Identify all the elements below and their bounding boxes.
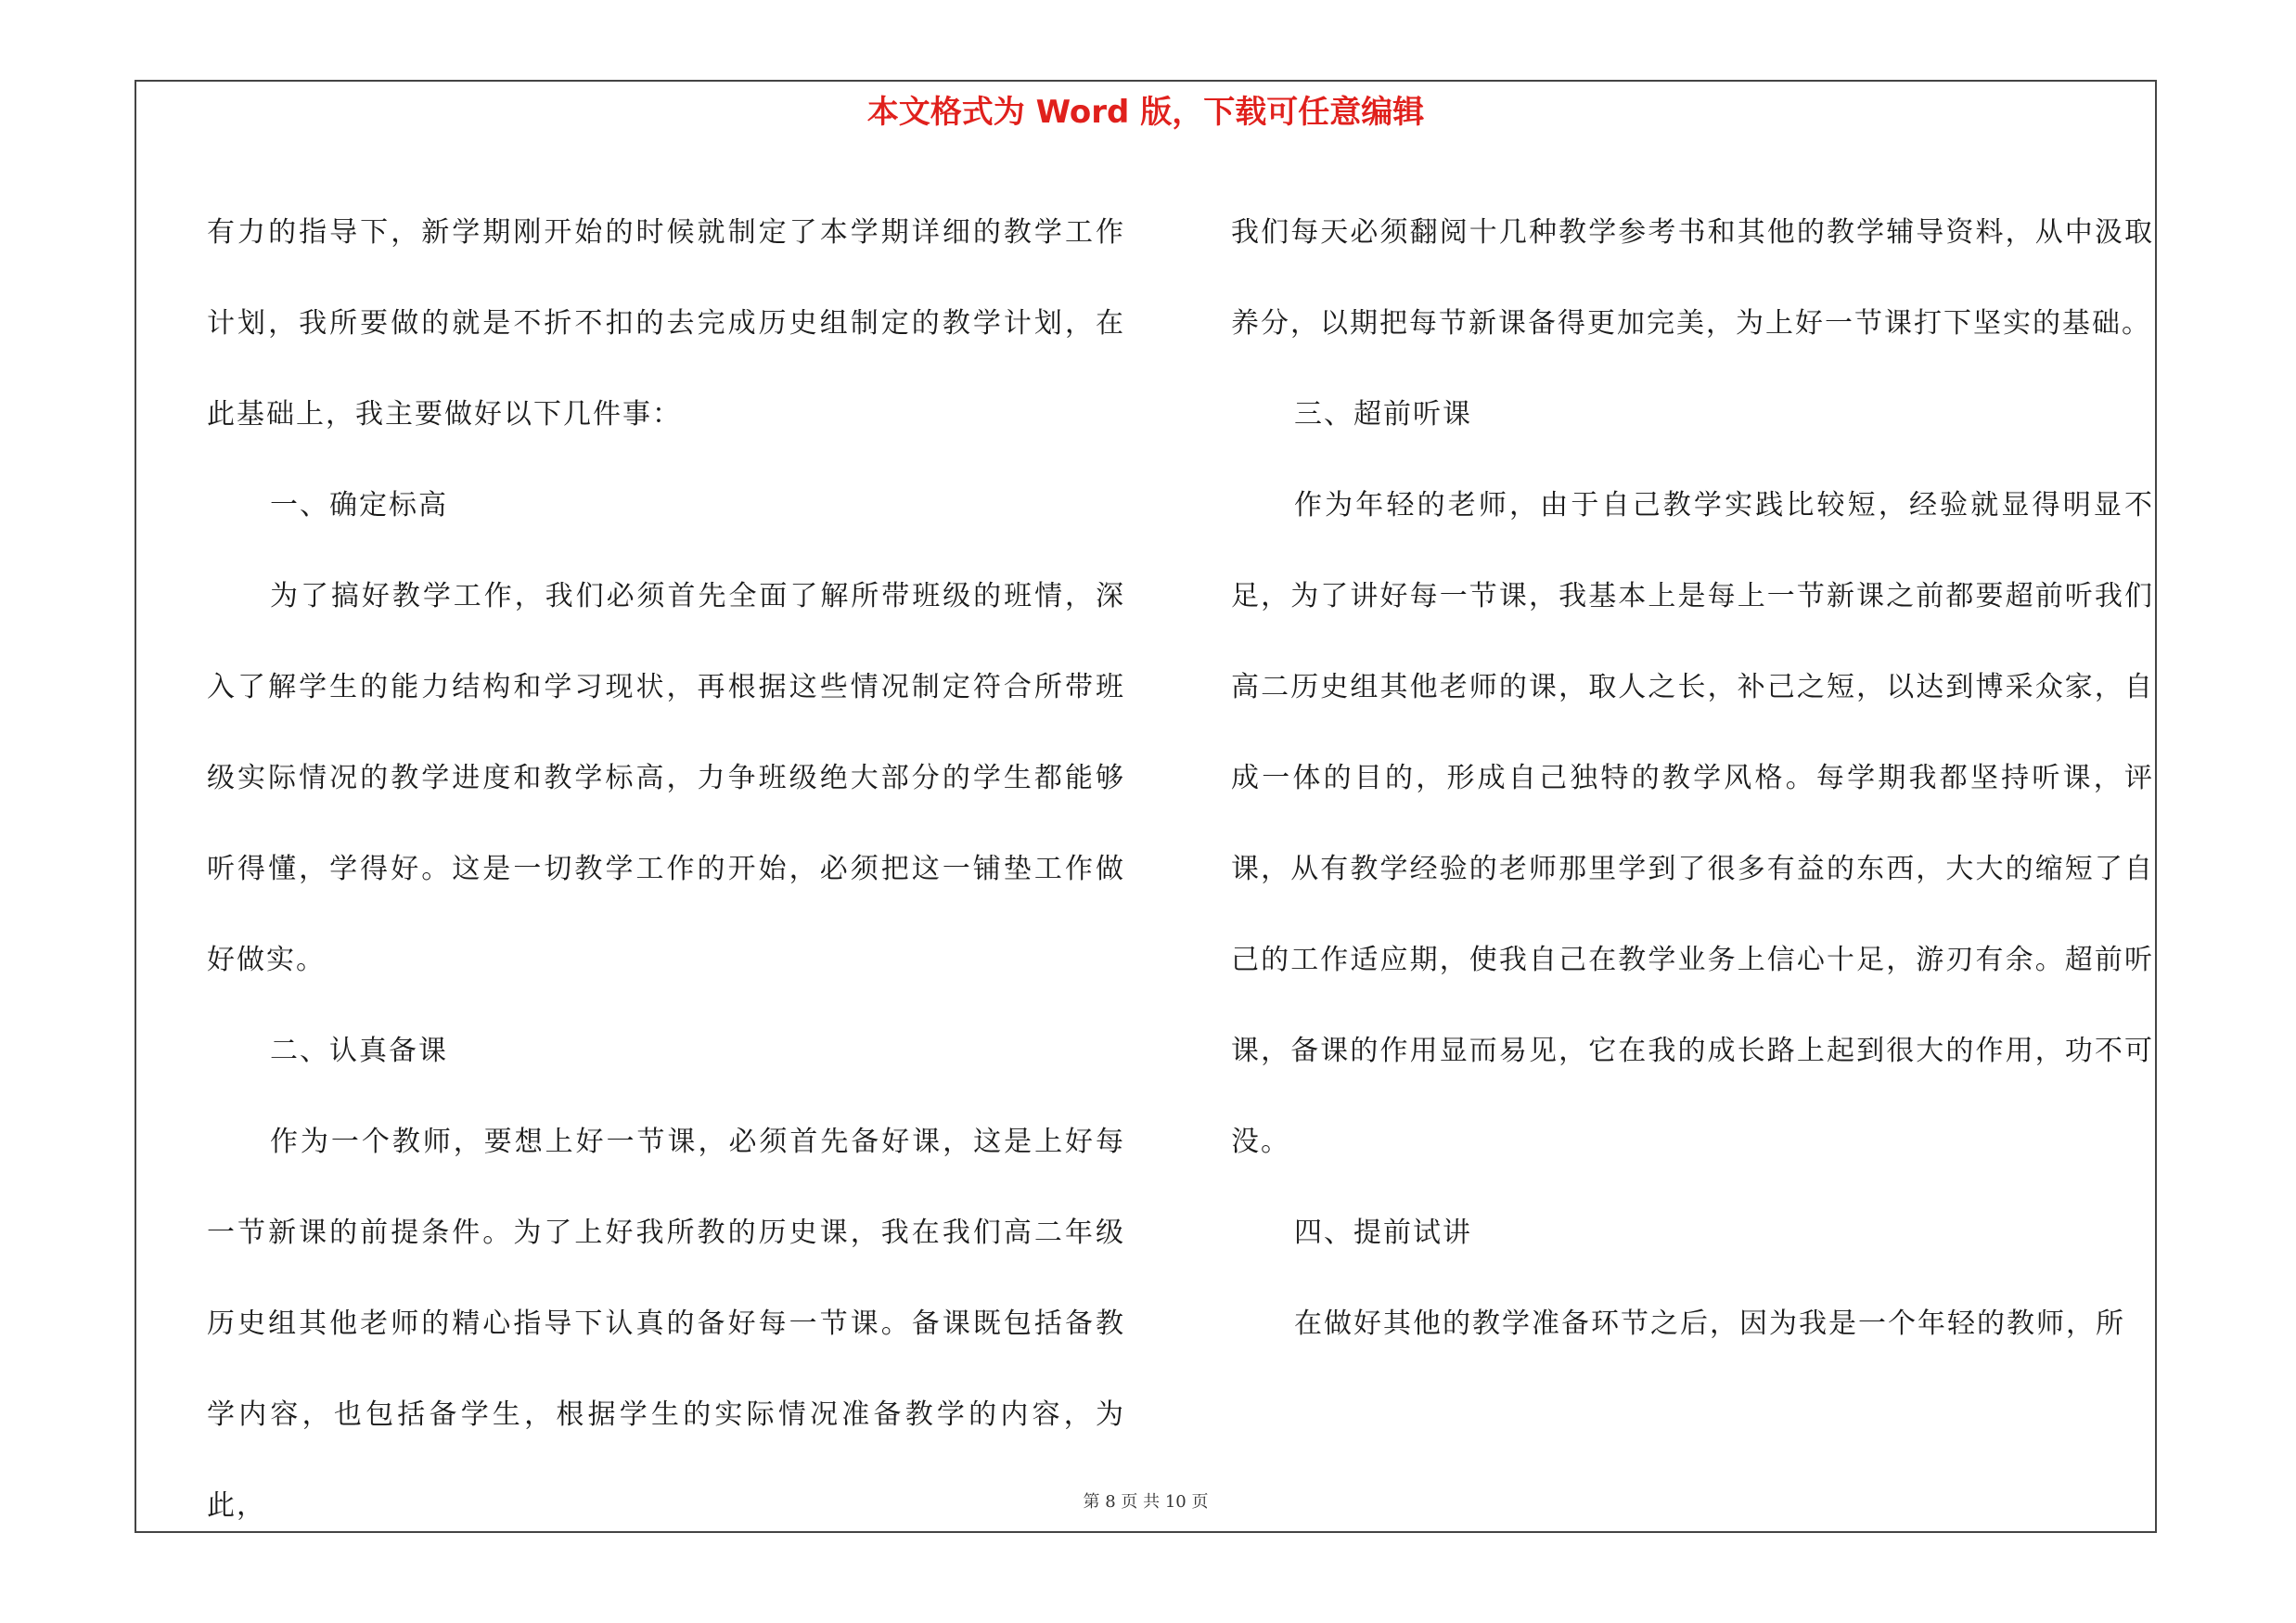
- format-banner: 本文格式为 Word 版，下载可任意编辑: [866, 94, 1425, 131]
- left-text-column: [207, 187, 1125, 1552]
- right-text-column: [1231, 187, 2154, 1370]
- paragraph: 有力的指导下，新学期刚开始的时候就制定了本学期详细的教学工作计划，我所要做的就是不折不扣的去完成历史组制定的教学计划，在此基础上，我主要做好以下几件事：: [207, 216, 1125, 431]
- section-heading: 二、认真备课: [270, 1035, 448, 1067]
- document-page: [135, 80, 2157, 1533]
- page-number-footer: 第 8 页 共 10 页: [1083, 1492, 1209, 1512]
- section-heading: 三、超前听课: [1294, 398, 1472, 431]
- section-heading: 四、提前试讲: [1294, 1217, 1472, 1249]
- paragraph: 作为一个教师，要想上好一节课，必须首先备好课，这是上好每一节新课的前提条件。为了上好我所教的历史课，我在我们高二年级历史组其他老师的精心指导下认真的备好每一节课。备课既包括备教学内容，也包括备学生，根据学生的实际情况准备教学的内容，为此，: [207, 1126, 1125, 1522]
- paragraph: 作为年轻的老师，由于自己教学实践比较短，经验就显得明显不足，为了讲好每一节课，我基本上是每上一节新课之前都要超前听我们高二历史组其他老师的课，取人之长，补己之短，以达到博采众家，自成一体的目的，形成自己独特的教学风格。每学期我都坚持听课，评课，从有教学经验的老师那里学到了很多有益的东西，大大的缩短了自己的工作适应期，使我自己在教学业务上信心十足，游刃有余。超前听课，备课的作用显而易见，它在我的成长路上起到很大的作用，功不可没。: [1231, 489, 2154, 1158]
- paragraph: 在做好其他的教学准备环节之后，因为我是一个年轻的教师，所: [1294, 1307, 2125, 1340]
- paragraph: 为了搞好教学工作，我们必须首先全面了解所带班级的班情，深入了解学生的能力结构和学习现状，再根据这些情况制定符合所带班级实际情况的教学进度和教学标高，力争班级绝大部分的学生都能够听得懂，学得好。这是一切教学工作的开始，必须把这一铺垫工作做好做实。: [207, 580, 1125, 976]
- section-heading: 一、确定标高: [270, 489, 448, 522]
- paragraph: 我们每天必须翻阅十几种教学参考书和其他的教学辅导资料，从中汲取养分，以期把每节新课备得更加完美，为上好一节课打下坚实的基础。: [1231, 216, 2154, 340]
